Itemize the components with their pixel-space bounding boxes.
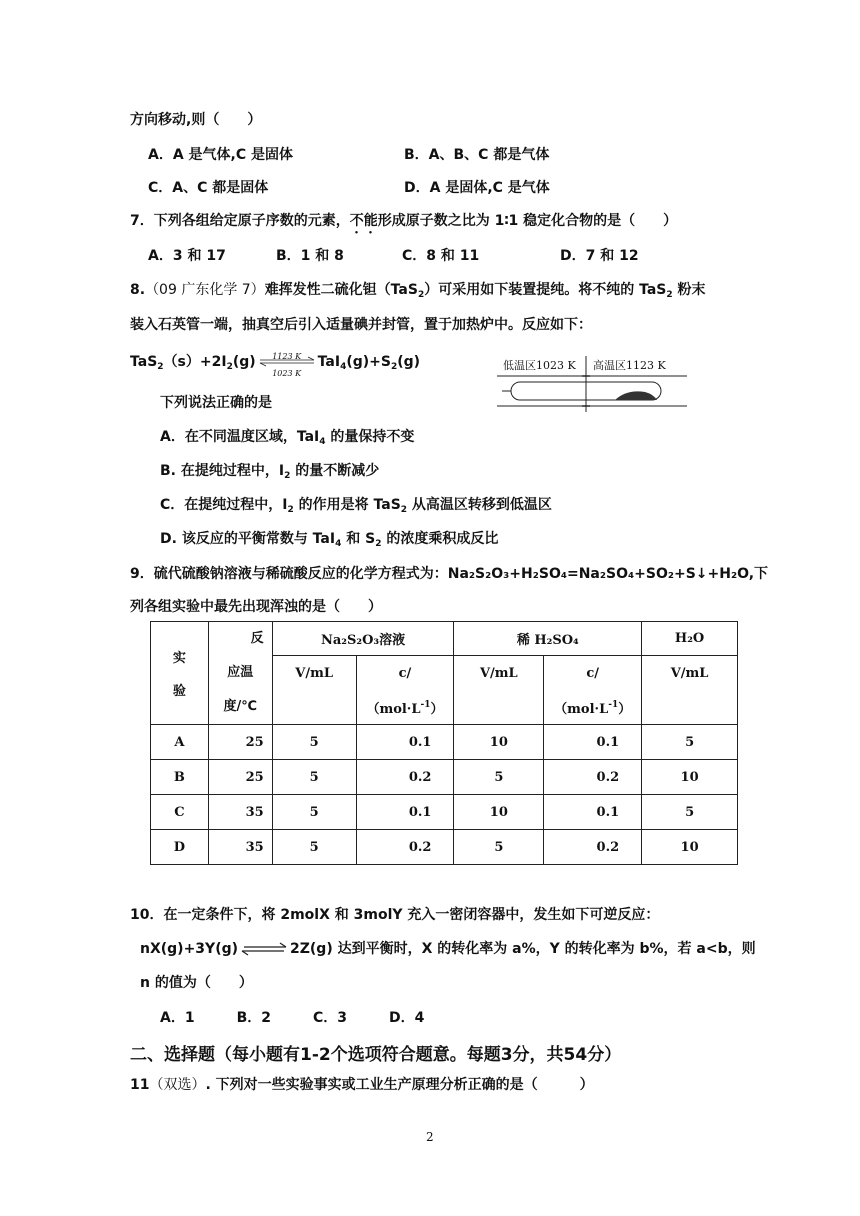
q10-eq-left: nX(g)+3Y(g) — [140, 941, 239, 957]
table-cell: A — [151, 725, 209, 760]
table-cell: 0.2 — [544, 760, 642, 795]
table-row — [151, 725, 738, 760]
table-cell: 10 — [454, 725, 544, 760]
header-text: 反 — [250, 631, 264, 646]
q10-stem-line2 — [140, 939, 756, 959]
q8-equation — [130, 352, 421, 378]
quartz-tube-figure — [497, 356, 687, 412]
q8-source: （09 广东化学 7） — [145, 282, 265, 298]
q8-sub: 2 — [417, 290, 425, 300]
eq-part: TaS — [130, 354, 158, 370]
header-text: 应温 — [227, 665, 254, 680]
opt-sub: 2 — [400, 505, 408, 515]
table-cell: 10 — [642, 760, 738, 795]
table-header-row — [151, 622, 738, 656]
header-conc: c/ — [356, 656, 454, 691]
header-unit — [356, 691, 454, 725]
table-cell: 0.1 — [356, 795, 454, 830]
table-cell: 10 — [642, 830, 738, 865]
unit-text: （mol·L — [554, 701, 609, 717]
q7-stem — [130, 211, 677, 237]
q9-stem-line2: 列各组实验中最先出现浑浊的是（ ） — [130, 599, 382, 615]
q10-options: A．1 B．2 C．3 D．4 — [160, 1010, 425, 1026]
table-cell: 35 — [208, 795, 272, 830]
q6-option-c: C．A、C 都是固体 — [148, 180, 269, 196]
table-cell: 0.2 — [356, 830, 454, 865]
opt-text: 的浓度乘积成反比 — [381, 531, 499, 547]
opt-sub: 4 — [335, 539, 342, 549]
reversible-arrow-icon — [240, 942, 288, 956]
header-volume: V/mL — [454, 656, 544, 725]
q9-stem-text: 9．硫代硫酸钠溶液与稀硫酸反应的化学方程式为： — [130, 566, 448, 582]
unit-text: ） — [430, 701, 444, 717]
eq-sub: 4 — [340, 362, 347, 372]
opt-text: A．在不同温度区域，TaI — [160, 429, 320, 445]
q9-stem-line1 — [130, 564, 768, 584]
q6-option-a: A．A 是气体,C 是固体 — [148, 147, 294, 163]
table-cell: 0.1 — [356, 725, 454, 760]
table-cell: B — [151, 760, 209, 795]
low-temp-zone-label: 低温区1023 K — [503, 359, 576, 372]
q7-stem-emphasis: 不能 — [349, 213, 378, 229]
table-cell: D — [151, 830, 209, 865]
q7-option-a: A．3 和 17 — [148, 248, 226, 264]
opt-sub: 2 — [375, 539, 382, 549]
q10-eq-right: 2Z(g) 达到平衡时，X 的转化率为 a%，Y 的转化率为 b%，若 a<b，则 — [290, 941, 756, 957]
table-cell: 5 — [454, 760, 544, 795]
opt-text: 的量保持不变 — [325, 429, 415, 445]
header-text: 实 — [172, 651, 186, 666]
q8-prompt: 下列说法正确的是 — [160, 395, 272, 411]
table-cell: 5 — [272, 830, 356, 865]
eq-part: (g) — [397, 354, 421, 370]
q9-equation: Na₂S₂O₃+H₂SO₄=Na₂SO₄+SO₂+S↓+H₂O,下 — [447, 566, 769, 582]
table-cell: 0.1 — [544, 795, 642, 830]
page-number: 2 — [426, 1130, 434, 1144]
q8-option-d — [160, 529, 498, 549]
eq-part: (g)+S — [346, 354, 391, 370]
unit-sup: -1 — [420, 699, 431, 710]
header-volume: V/mL — [272, 656, 356, 725]
q8-option-b — [160, 461, 379, 481]
table-cell: 25 — [208, 760, 272, 795]
opt-text: C．在提纯过程中，I — [160, 497, 288, 513]
table-cell: 5 — [642, 725, 738, 760]
opt-text: 从高温区转移到低温区 — [407, 497, 552, 513]
reversible-arrow — [258, 352, 316, 378]
q7-option-d: D．7 和 12 — [560, 248, 639, 264]
q7-option-c: C．8 和 11 — [402, 248, 480, 264]
q8-stem-text1: 难挥发性二硫化钽（TaS — [264, 282, 418, 298]
header-temperature — [208, 622, 272, 725]
header-volume: V/mL — [642, 656, 738, 725]
eq-part: （s）+2I — [163, 354, 227, 370]
q7-stem-pre: 7．下列各组给定原子序数的元素， — [130, 213, 350, 229]
table-cell: 0.2 — [544, 830, 642, 865]
q8-sub: 2 — [666, 290, 673, 300]
eq-sub: 2 — [226, 362, 233, 372]
q8-option-a — [160, 427, 414, 447]
q8-stem-text2: ）可采用如下装置提纯。将不纯的 TaS — [424, 282, 667, 298]
arrow-bottom-label: 1023 K — [272, 369, 302, 378]
opt-text: 和 S — [341, 531, 376, 547]
table-cell: 10 — [454, 795, 544, 830]
table-row — [151, 795, 738, 830]
header-text: 验 — [172, 684, 186, 699]
q11-number: 11 — [130, 1077, 150, 1093]
q8-stem-line2: 装入石英管一端，抽真空后引入适量碘并封管，置于加热炉中。反应如下： — [130, 317, 592, 333]
q11-text: . 下列对一些实验事实或工业生产原理分析正确的是（ ） — [205, 1077, 594, 1093]
eq-part: (g) — [232, 354, 256, 370]
table-cell: 35 — [208, 830, 272, 865]
unit-sup: -1 — [608, 699, 619, 710]
table-cell: C — [151, 795, 209, 830]
eq-sub: 2 — [157, 362, 164, 372]
table-cell: 5 — [272, 795, 356, 830]
header-na2s2o3: Na₂S₂O₃溶液 — [272, 622, 454, 656]
q8-stem-line1 — [130, 280, 706, 300]
eq-part: TaI — [317, 354, 341, 370]
q8-number: 8. — [130, 282, 146, 298]
header-text: 度/℃ — [223, 699, 257, 714]
header-conc: c/ — [544, 656, 642, 691]
q6-option-d: D．A 是固体,C 是气体 — [404, 180, 550, 196]
table-cell: 5 — [454, 830, 544, 865]
q6-stem-tail: 方向移动,则（ ） — [130, 112, 262, 128]
table-cell: 0.2 — [356, 760, 454, 795]
q10-stem-line1: 10．在一定条件下，将 2molX 和 3molY 充入一密闭容器中，发生如下可逆反应： — [130, 907, 660, 923]
table-cell: 5 — [642, 795, 738, 830]
unit-text: （mol·L — [366, 701, 421, 717]
table-cell: 5 — [272, 725, 356, 760]
header-h2so4: 稀 H₂SO₄ — [454, 622, 642, 656]
unit-text: ） — [618, 701, 632, 717]
header-experiment — [151, 622, 209, 725]
header-h2o: H₂O — [642, 622, 738, 656]
opt-text: 的作用是将 TaS — [293, 497, 401, 513]
q11-tag: （双选） — [149, 1077, 206, 1093]
table-row — [151, 830, 738, 865]
q11-stem — [130, 1075, 594, 1095]
table-cell: 25 — [208, 725, 272, 760]
arrow-top-label: 1123 K — [272, 352, 302, 361]
header-unit — [544, 691, 642, 725]
table-row — [151, 760, 738, 795]
high-temp-zone-label: 高温区1123 K — [593, 359, 666, 372]
opt-sub: 2 — [287, 505, 294, 515]
q10-stem-line3: n 的值为（ ） — [140, 975, 253, 991]
opt-text: 的量不断减少 — [290, 463, 380, 479]
eq-sub: 2 — [390, 362, 398, 372]
q8-stem-text3: 粉末 — [672, 282, 706, 298]
table-cell: 0.1 — [544, 725, 642, 760]
section-heading: 二、选择题（每小题有1-2个选项符合题意。每题3分，共54分） — [130, 1045, 622, 1065]
q7-option-b: B．1 和 8 — [276, 248, 344, 264]
opt-text: B. 在提纯过程中，I — [160, 463, 285, 479]
q6-option-b: B．A、B、C 都是气体 — [404, 147, 550, 163]
q8-option-c — [160, 495, 552, 515]
opt-text: D. 该反应的平衡常数与 TaI — [160, 531, 336, 547]
opt-sub: 4 — [319, 437, 326, 447]
table-cell: 5 — [272, 760, 356, 795]
experiment-table — [150, 621, 738, 865]
q7-stem-post: 形成原子数之比为 1∶1 稳定化合物的是（ ） — [377, 213, 678, 229]
opt-sub: 2 — [284, 471, 291, 481]
